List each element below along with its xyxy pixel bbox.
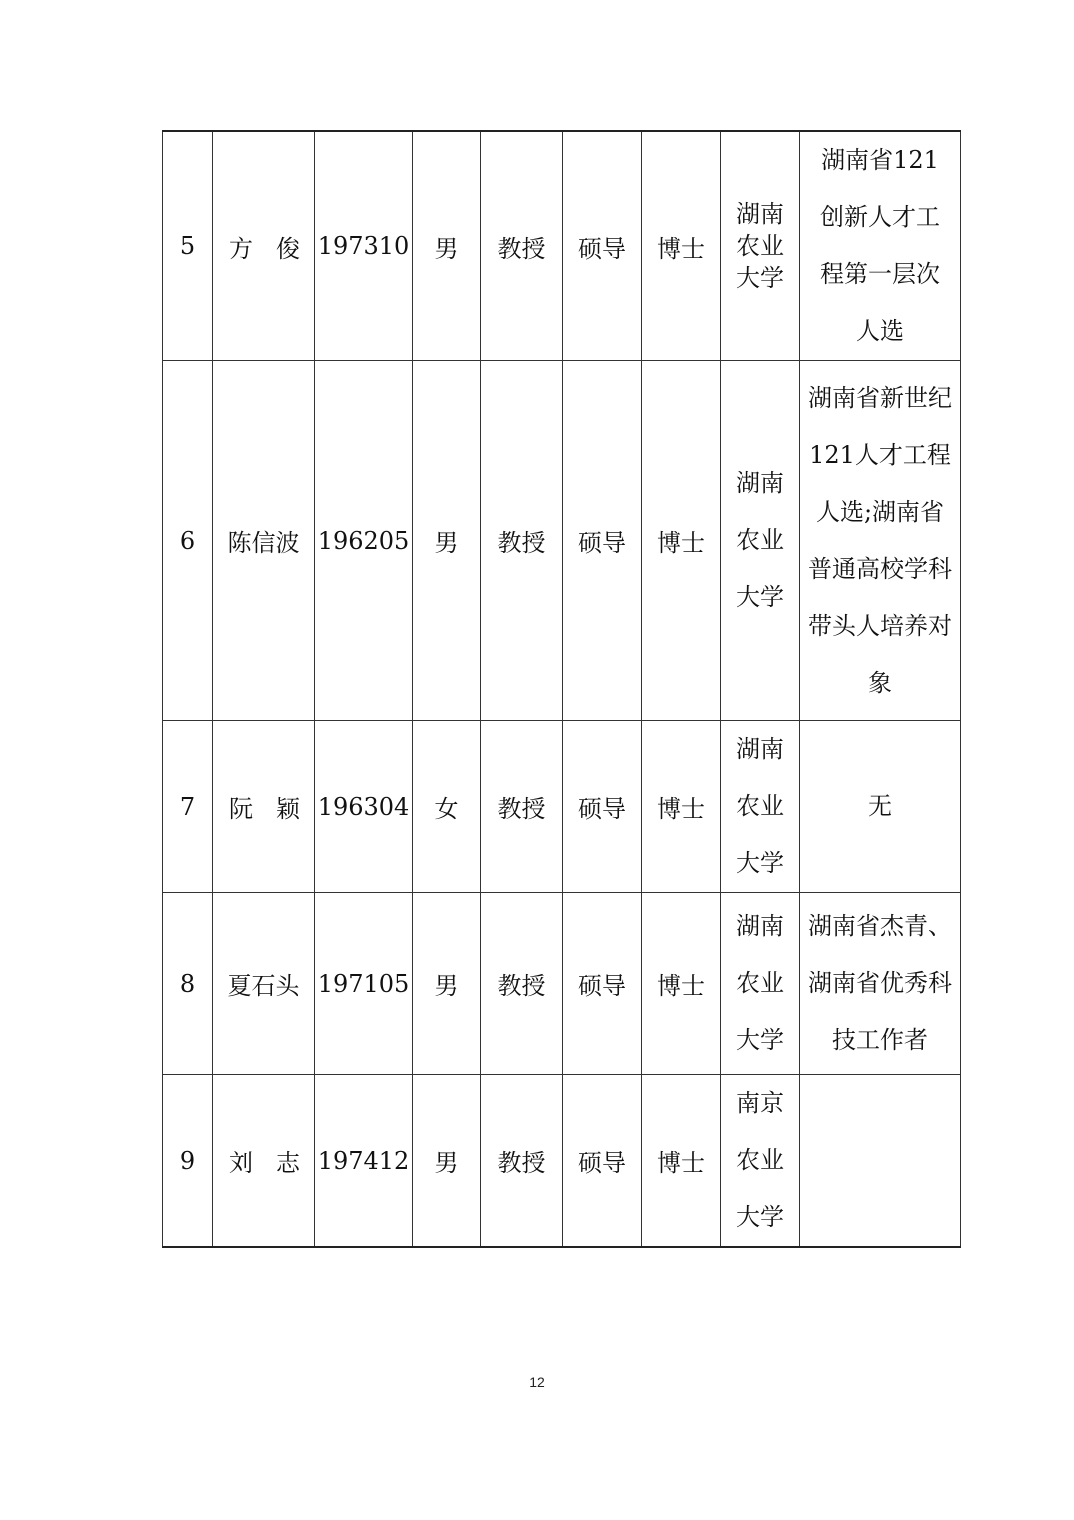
member-table	[162, 130, 961, 1248]
gender: 男	[413, 361, 481, 721]
row-number: 5	[163, 131, 213, 361]
job-title: 教授	[481, 721, 563, 893]
table-row	[163, 893, 961, 1075]
job-title: 教授	[481, 1075, 563, 1248]
supervisor-level: 硕导	[563, 131, 642, 361]
table-row	[163, 361, 961, 721]
honors: 湖南省121创新人才工程第一层次人选	[800, 131, 961, 361]
work-unit: 南京农业大学	[721, 1075, 800, 1248]
table-row	[163, 721, 961, 893]
gender: 男	[413, 131, 481, 361]
gender: 男	[413, 1075, 481, 1248]
degree: 博士	[642, 1075, 721, 1248]
job-title: 教授	[481, 131, 563, 361]
member-name: 夏石头	[213, 893, 315, 1075]
degree: 博士	[642, 361, 721, 721]
supervisor-level: 硕导	[563, 893, 642, 1075]
birth-date: 197310	[315, 131, 413, 361]
name-char: 颖	[276, 795, 300, 823]
row-number: 7	[163, 721, 213, 893]
name-char: 俊	[276, 234, 300, 263]
degree: 博士	[642, 721, 721, 893]
work-unit: 湖南农业大学	[721, 721, 800, 893]
birth-date: 197105	[315, 893, 413, 1075]
name-char: 方	[229, 234, 253, 263]
member-name	[213, 721, 315, 893]
table-row	[163, 1075, 961, 1248]
member-name: 陈信波	[213, 361, 315, 721]
birth-date: 197412	[315, 1075, 413, 1248]
member-name	[213, 1075, 315, 1248]
degree: 博士	[642, 893, 721, 1075]
honors: 湖南省新世纪121人才工程人选;湖南省普通高校学科带头人培养对象	[800, 361, 961, 721]
degree: 博士	[642, 131, 721, 361]
row-number: 9	[163, 1075, 213, 1248]
honors: 湖南省杰青、湖南省优秀科技工作者	[800, 893, 961, 1075]
table-row	[163, 131, 961, 361]
page-number: 12	[529, 1374, 545, 1390]
name-char: 阮	[229, 795, 253, 823]
name-char: 刘	[229, 1149, 253, 1177]
work-unit: 湖南农业大学	[721, 361, 800, 721]
member-name	[213, 131, 315, 361]
name-char: 志	[276, 1149, 300, 1177]
work-unit: 湖南农业大学	[721, 131, 800, 361]
supervisor-level: 硕导	[563, 361, 642, 721]
birth-date: 196304	[315, 721, 413, 893]
honors	[800, 1075, 961, 1248]
birth-date: 196205	[315, 361, 413, 721]
gender: 女	[413, 721, 481, 893]
row-number: 8	[163, 893, 213, 1075]
row-number: 6	[163, 361, 213, 721]
job-title: 教授	[481, 893, 563, 1075]
gender: 男	[413, 893, 481, 1075]
work-unit: 湖南农业大学	[721, 893, 800, 1075]
job-title: 教授	[481, 361, 563, 721]
honors: 无	[800, 721, 961, 893]
supervisor-level: 硕导	[563, 721, 642, 893]
supervisor-level: 硕导	[563, 1075, 642, 1248]
